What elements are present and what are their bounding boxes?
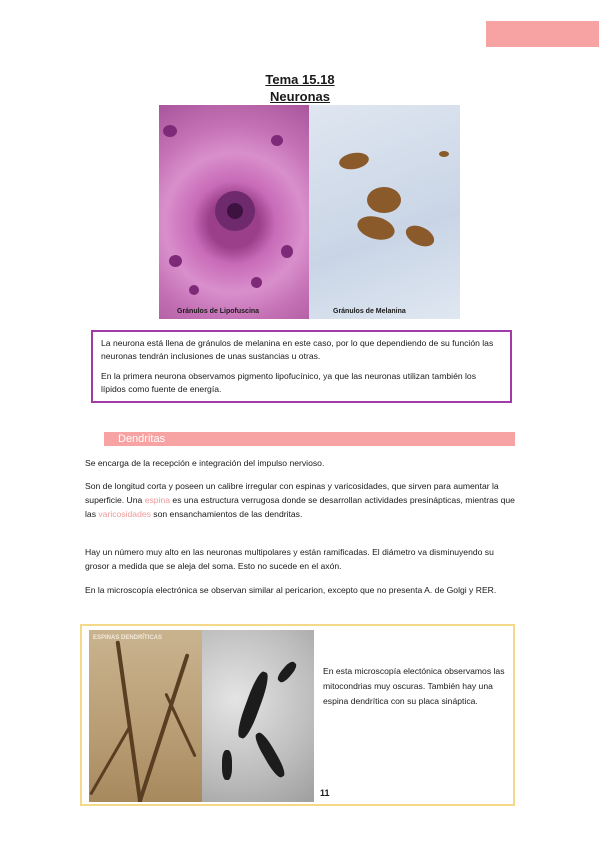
dendritic-spines-micrograph — [89, 630, 202, 802]
figure-description: En esta microscopía electónica observamos las mitocondrias muy oscuras. También hay una espina dendrítica con su placa sináptica. — [323, 666, 505, 706]
melanin-caption: Gránulos de Melanina — [333, 308, 406, 315]
neuron-pigment-figure — [159, 105, 460, 319]
lipofuscin-micrograph — [159, 105, 309, 319]
highlight-varicosidades: varicosidades — [98, 509, 151, 519]
section-number-marker — [108, 432, 114, 446]
note-box — [91, 330, 512, 403]
page-number: 11 — [320, 788, 330, 798]
body-paragraph-2: Son de longitud corta y poseen un calibre irregular con espinas y varicosidades, que sirven para aumentar la superficie. Una espina es una estructura verrugosa donde se desarrollan actividades presinápticas, mientras que las varicosidades son ensanchamientos de las dendritas. — [85, 481, 515, 519]
note-paragraph-2: En la primera neurona observamos pigmento lipofucínico, ya que las neuronas utilizan también los lípidos como fuente de energía. — [101, 371, 476, 394]
body-paragraph-4: En la microscopía electrónica se observan similar al pericarion, excepto que no presenta A. de Golgi y RER. — [85, 585, 497, 595]
note-paragraph-1: La neurona está llena de gránulos de melanina en este caso, por lo que dependiendo de su función las neuronas tendrán inclusiones de unas sustancias u otras. — [101, 338, 494, 361]
body-paragraph-1: Se encarga de la recepción e integración del impulso nervioso. — [85, 458, 325, 468]
em-label: ESPINAS DENDRÍTICAS — [93, 635, 163, 641]
corner-tab-decoration — [486, 21, 599, 47]
page-subtitle: Neuronas — [270, 89, 330, 104]
body-paragraph-3: Hay un número muy alto en las neuronas multipolares y están ramificadas. El diámetro va disminuyendo su grosor a medida que se aleja del soma. Esto no sucede en el axón. — [85, 547, 494, 571]
em-figure-box — [80, 624, 515, 806]
electron-micrograph — [202, 630, 314, 802]
melanin-micrograph — [309, 105, 460, 319]
lipofuscin-caption: Gránulos de Lipofuscina — [177, 308, 260, 315]
section-title: Dendritas — [118, 433, 166, 445]
highlight-espina: espina — [144, 495, 171, 505]
section-header-bar — [104, 432, 515, 446]
page-title: Tema 15.18 — [265, 72, 335, 87]
